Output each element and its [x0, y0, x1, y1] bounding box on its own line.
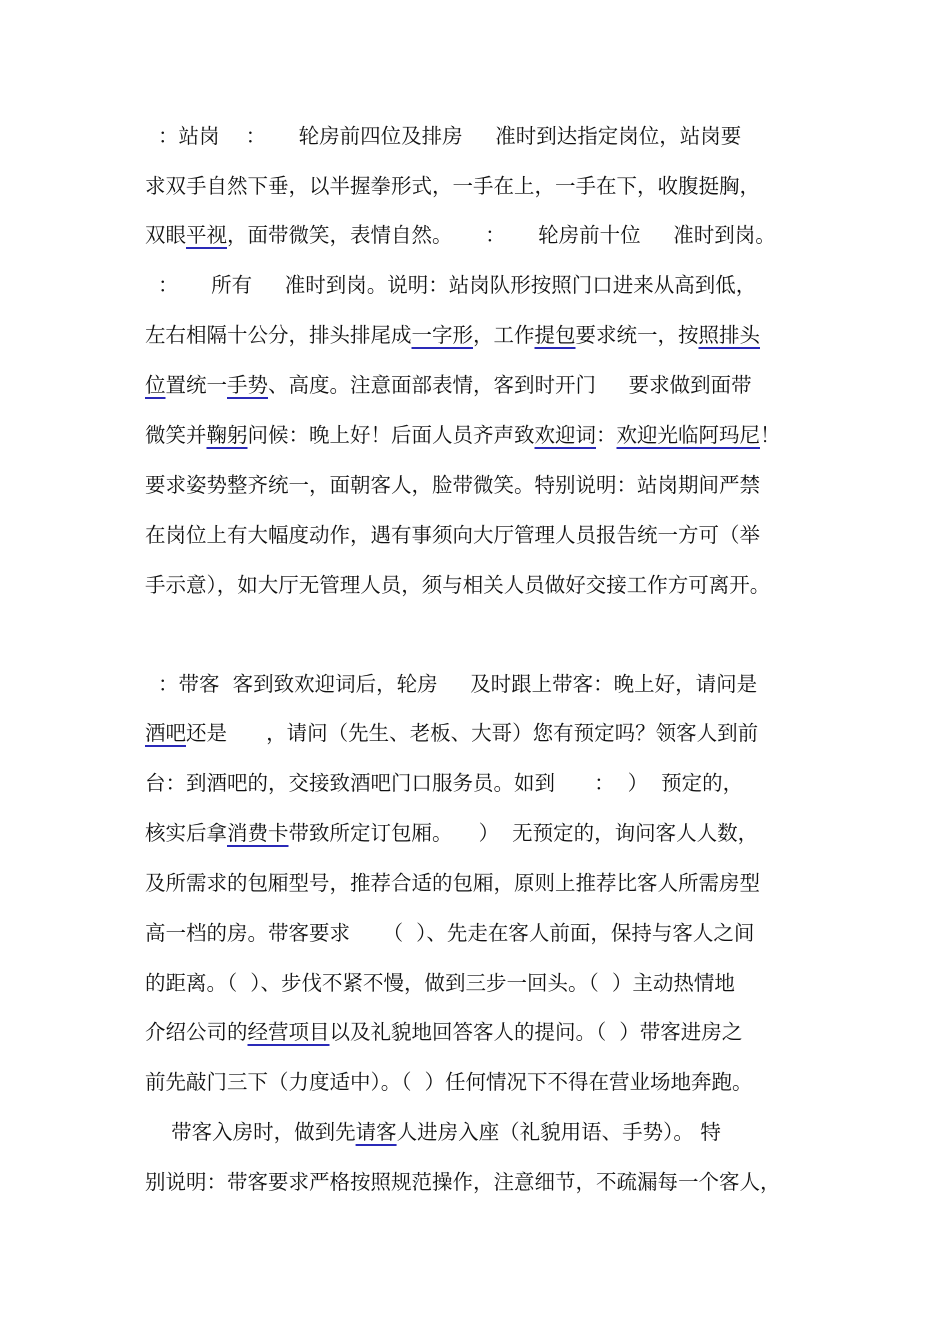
text-segment: ：	[596, 423, 617, 447]
text-segment: 别说明：带客要求严格按照规范操作，注意细节，不疏漏每一个客人，	[145, 1170, 781, 1194]
text-segment: 在岗位上有大幅度动作，遇有事须向大厅管理人员报告统一方可（举	[145, 523, 760, 547]
text-segment: 微笑并	[145, 423, 207, 447]
text-line	[145, 515, 815, 555]
text-line	[145, 1162, 815, 1202]
text-segment: 带致所定订包厢。 ） 无预定的，询问客人人数，	[288, 821, 759, 845]
text-segment: 双眼	[145, 223, 186, 247]
text-line	[145, 763, 815, 803]
text-line	[145, 215, 815, 255]
underlined-term: 酒吧	[145, 721, 186, 745]
text-segment: 及所需求的包厢型号，推荐合适的包厢，原则上推荐比客人所需房型	[145, 871, 760, 895]
underlined-term: 提包	[534, 323, 576, 347]
text-segment: 人进房入座（礼貌用语、手势）。 特	[396, 1120, 721, 1144]
text-segment: 、高度。注意面部表情，客到时开门 要求做到面带	[268, 373, 752, 397]
text-segment: 左右相隔十公分，排头排尾成	[145, 323, 412, 347]
underlined-term: 请客	[355, 1120, 397, 1144]
text-line	[145, 1112, 815, 1152]
text-segment: 要求统一，按	[575, 323, 699, 347]
text-line	[145, 963, 815, 1003]
underlined-term: 鞠躬	[206, 423, 248, 447]
underlined-term: 照排头	[698, 323, 760, 347]
text-segment: ！	[760, 423, 781, 447]
underlined-term: 欢迎词	[534, 423, 596, 447]
text-line	[145, 1012, 815, 1052]
text-segment: 的距离。（ ）、步伐不紧不慢，做到三步一回头。（ ）主动热情地	[145, 971, 735, 995]
underlined-term: 经营项目	[247, 1020, 330, 1044]
text-segment: 求双手自然下垂，以半握拳形式，一手在上，一手在下，收腹挺胸，	[145, 174, 760, 198]
text-line	[145, 116, 815, 156]
text-segment: ，面带微笑，表情自然。 ： 轮房前十位 准时到岗。	[227, 223, 776, 247]
text-line	[145, 664, 815, 704]
text-segment: ，工作	[473, 323, 535, 347]
underlined-term: 平视	[186, 223, 227, 247]
underlined-term: 手势	[227, 373, 268, 397]
text-line	[145, 465, 815, 505]
text-line	[145, 1062, 815, 1102]
text-line	[145, 713, 815, 753]
text-segment: 还是 ，请问（先生、老板、大哥）您有预定吗？领客人到前	[186, 721, 759, 745]
underlined-term: 欢迎光临阿玛尼	[616, 423, 760, 447]
text-line	[145, 415, 815, 455]
text-segment: 介绍公司的	[145, 1020, 248, 1044]
text-segment: 置统一	[165, 373, 227, 397]
text-segment: 核实后拿	[145, 821, 227, 845]
text-line	[145, 565, 815, 605]
text-line	[145, 166, 815, 206]
text-segment: ： 所有 准时到岗。说明：站岗队形按照门口进来从高到低，	[145, 273, 757, 297]
text-segment: 要求姿势整齐统一，面朝客人，脸带微笑。特别说明：站岗期间严禁	[145, 473, 760, 497]
text-line	[145, 315, 815, 355]
text-segment: 高一档的房。带客要求 （ ）、先走在客人前面，保持与客人之间	[145, 921, 755, 945]
text-line	[145, 365, 815, 405]
text-line	[145, 913, 815, 953]
text-line	[145, 813, 815, 853]
text-segment: 台：到酒吧的，交接致酒吧门口服务员。如到 ： ） 预定的，	[145, 771, 744, 795]
text-line	[145, 265, 815, 305]
text-segment: 手示意），如大厅无管理人员，须与相关人员做好交接工作方可离开。	[145, 573, 771, 597]
text-line	[145, 863, 815, 903]
underlined-term: 一字形	[411, 323, 473, 347]
underlined-term: 消费卡	[227, 821, 289, 845]
text-segment: 带客入房时，做到先	[145, 1120, 356, 1144]
text-segment: 以及礼貌地回答客人的提问。（ ）带客进房之	[329, 1020, 743, 1044]
underlined-term: 位	[145, 373, 166, 397]
text-segment: ：站岗 ： 轮房前四位及排房 准时到达指定岗位，站岗要	[145, 124, 742, 148]
text-segment: ：带客 客到致欢迎词后，轮房 及时跟上带客：晚上好，请问是	[145, 672, 758, 696]
text-segment: 问候：晚上好！后面人员齐声致	[247, 423, 535, 447]
text-segment: 前先敲门三下（力度适中）。（ ）任何情况下不得在营业场地奔跑。	[145, 1070, 753, 1094]
